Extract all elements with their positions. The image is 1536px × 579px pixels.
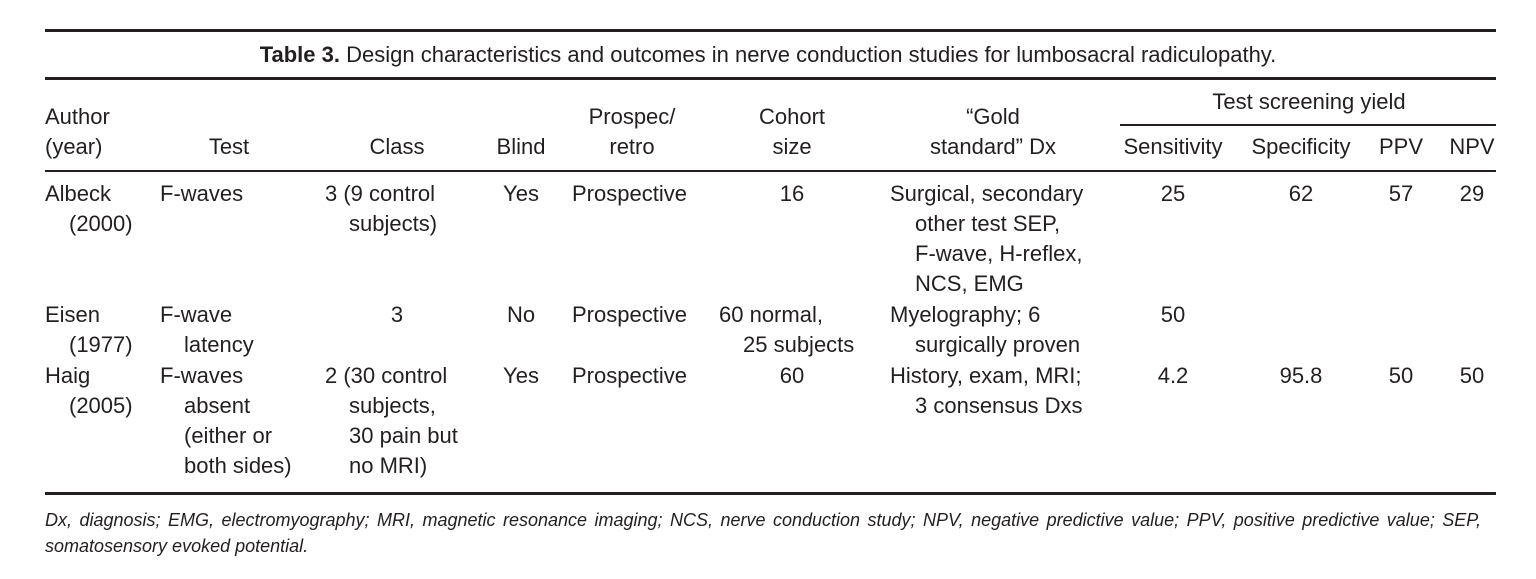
cell-blind: Yes xyxy=(503,181,539,206)
cell-design: Prospective xyxy=(572,363,687,388)
cell-sensitivity: 4.2 xyxy=(1157,363,1189,388)
cell-gold-cont: other test SEP, xyxy=(915,211,1061,236)
header-class: Class xyxy=(369,134,425,159)
header-author-line2: (year) xyxy=(45,134,103,159)
cell-class-cont: 30 pain but xyxy=(349,423,458,448)
cell-author: Haig xyxy=(45,363,91,388)
cell-blind: Yes xyxy=(503,363,539,388)
table-title: Design characteristics and outcomes in nerve conduction studies for lumbosacral radiculopathy. xyxy=(346,42,1277,67)
header-yield-group: Test screening yield xyxy=(1212,89,1406,114)
cell-blind: No xyxy=(506,302,536,327)
cell-class-cont: subjects, xyxy=(349,393,436,418)
cell-npv: 50 xyxy=(1459,363,1485,388)
cell-specificity: 62 xyxy=(1288,181,1314,206)
header-author-line1: Author xyxy=(45,104,110,129)
header-prospec-line2: retro xyxy=(609,134,655,159)
header-blind: Blind xyxy=(496,134,546,159)
cell-test-cont: absent xyxy=(184,393,251,418)
cell-author-year: (1977) xyxy=(69,332,133,357)
cell-class-cont: subjects) xyxy=(349,211,438,236)
cell-class: 3 xyxy=(390,302,404,327)
cell-author-year: (2005) xyxy=(69,393,133,418)
cell-cohort: 60 xyxy=(779,363,805,388)
header-npv: NPV xyxy=(1449,134,1495,159)
cell-test-cont: latency xyxy=(184,332,254,357)
cell-ppv: 50 xyxy=(1388,363,1414,388)
cell-gold: History, exam, MRI; xyxy=(890,363,1082,388)
cell-gold-cont: surgically proven xyxy=(915,332,1081,357)
table-caption xyxy=(0,40,1536,70)
bottom-rule xyxy=(45,492,1496,495)
cell-specificity: 95.8 xyxy=(1279,363,1323,388)
header-sensitivity: Sensitivity xyxy=(1123,134,1223,159)
cell-gold: Myelography; 6 xyxy=(890,302,1041,327)
header-gold-line2: standard” Dx xyxy=(930,134,1056,159)
header-ppv: PPV xyxy=(1378,134,1424,159)
cell-test: F-waves xyxy=(160,181,244,206)
cell-test: F-waves xyxy=(160,363,244,388)
cell-design: Prospective xyxy=(572,181,687,206)
cell-test: F-wave xyxy=(160,302,233,327)
header-specificity: Specificity xyxy=(1251,134,1351,159)
header-prospec-line1: Prospec/ xyxy=(588,104,676,129)
cell-sensitivity: 25 xyxy=(1160,181,1186,206)
cell-class: 3 (9 control xyxy=(325,181,436,206)
cell-sensitivity: 50 xyxy=(1160,302,1186,327)
header-gold-line1: “Gold xyxy=(966,104,1020,129)
cell-cohort-cont: 25 subjects xyxy=(743,332,855,357)
cell-gold-cont: F-wave, H-reflex, xyxy=(915,241,1083,266)
cell-test-cont: (either or xyxy=(184,423,273,448)
table-footnote: Dx, diagnosis; EMG, electromyography; MRI, magnetic resonance imaging; NCS, nerve conduction study; NPV, negative predictive value; PPV, positive predictive value; SEP, somatosensory evoked potential. xyxy=(45,510,1481,556)
cell-cohort: 16 xyxy=(779,181,805,206)
cell-gold: Surgical, secondary xyxy=(890,181,1084,206)
cell-class: 2 (30 control xyxy=(325,363,448,388)
caption-rule xyxy=(45,77,1496,80)
top-rule xyxy=(45,29,1496,32)
cell-npv: 29 xyxy=(1459,181,1485,206)
cell-test-cont: both sides) xyxy=(184,453,292,478)
cell-design: Prospective xyxy=(572,302,687,327)
cell-author: Eisen xyxy=(45,302,101,327)
yield-group-rule xyxy=(1120,124,1496,126)
cell-class-cont: no MRI) xyxy=(349,453,428,478)
cell-gold-cont: 3 consensus Dxs xyxy=(915,393,1083,418)
header-test: Test xyxy=(208,134,250,159)
header-cohort-line2: size xyxy=(772,134,812,159)
table-label: Table 3. xyxy=(259,42,340,67)
cell-ppv: 57 xyxy=(1388,181,1414,206)
cell-cohort: 60 normal, xyxy=(719,302,823,327)
header-cohort-line1: Cohort xyxy=(758,104,826,129)
cell-author-year: (2000) xyxy=(69,211,133,236)
header-rule xyxy=(45,170,1496,172)
cell-author: Albeck xyxy=(45,181,112,206)
cell-gold-cont: NCS, EMG xyxy=(915,271,1024,296)
